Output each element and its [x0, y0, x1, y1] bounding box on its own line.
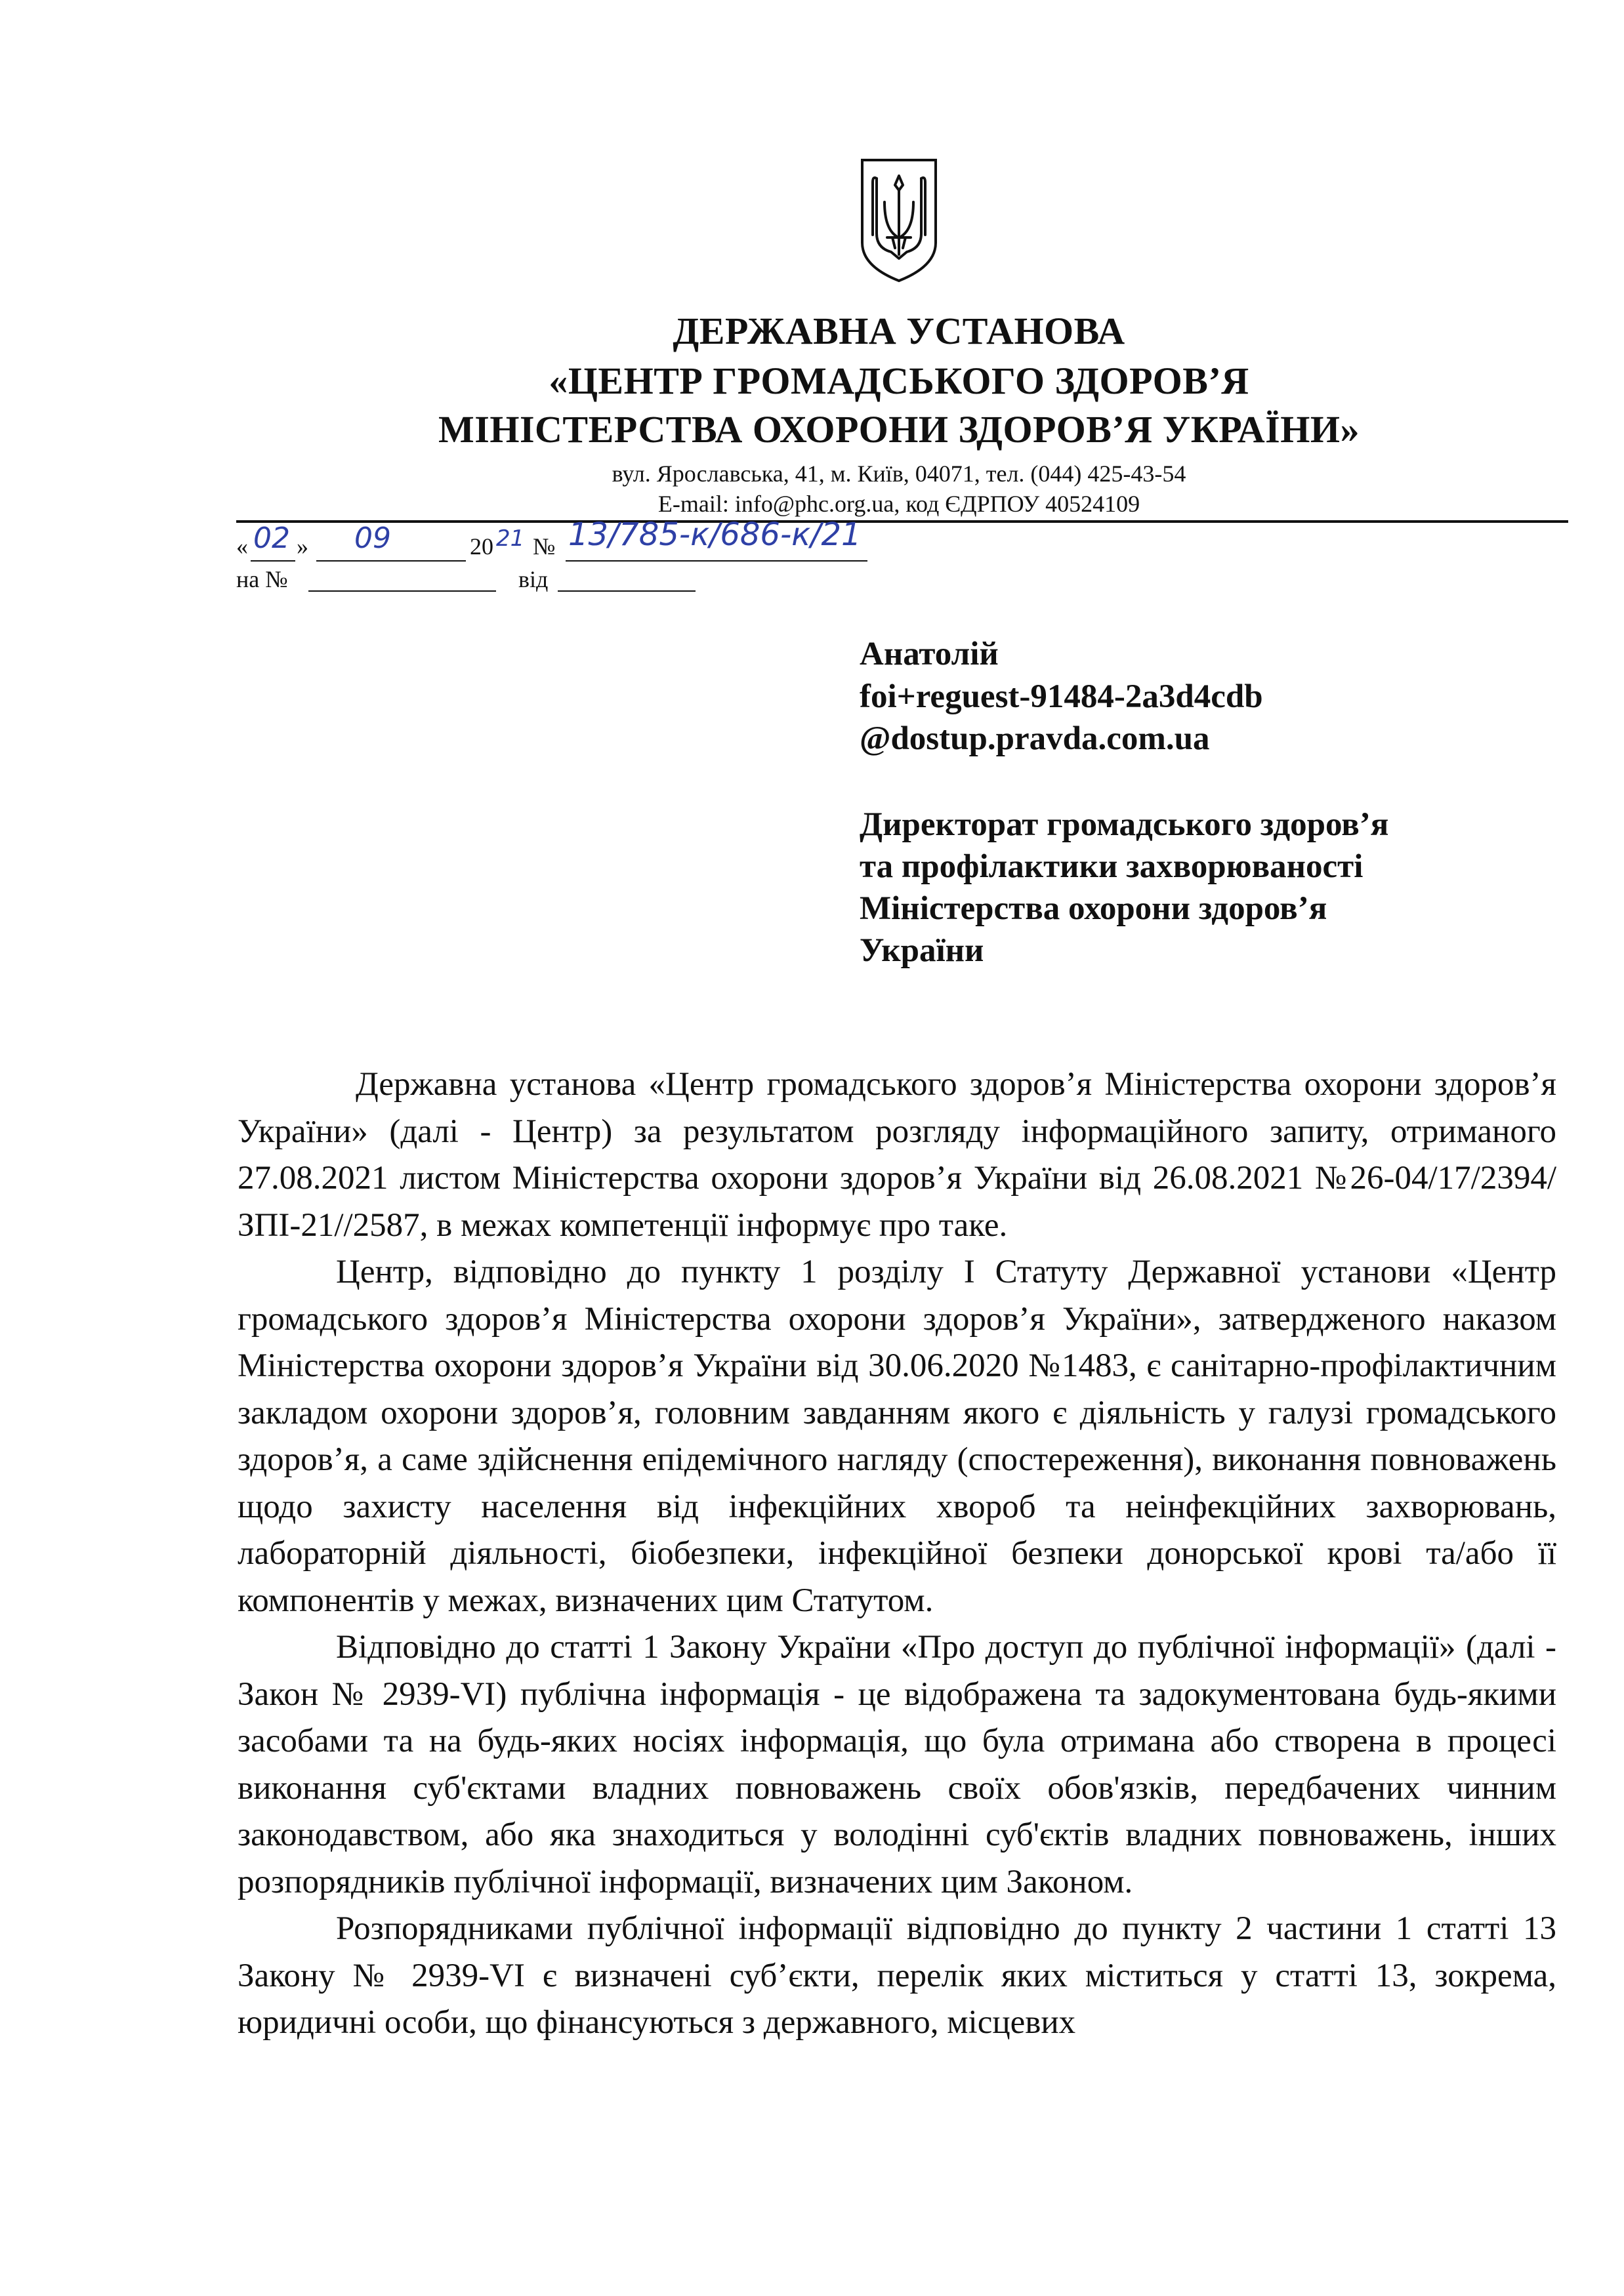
org-name-heading: «ЦЕНТР ГРОМАДСЬКОГО ЗДОРОВ’Я [549, 359, 1249, 402]
outgoing-number: 13/785-к/686-к/21 [568, 516, 862, 553]
directorate-line: України [860, 932, 984, 969]
reference-underline [308, 590, 496, 592]
body-paragraph: Державна установа «Центр громадського здоров’я Міністерства охорони здоров’я України» (далі - Центр) за результатом розгляду інформаційного запиту, отриманого 27.08.2021 листом Міністерства охорони здоров’я України від 26.08.2021 №26-04/17/2394/ЗПІ-21//2587, в межах компетенції інформує про таке. [238, 1066, 1556, 1244]
month-underline [316, 560, 466, 562]
date-day: 02 [253, 522, 290, 555]
body-paragraph: Центр, відповідно до пункту 1 розділу І Статуту Державної установи «Центр громадського здоров’я Міністерства охорони здоров’я України», затвердженого наказом Міністерства охорони здоров’я України від 30.06.2020 №1483, є санітарно-профілактичним закладом охорони здоров’я, головним завданням якого є діяльність у галузі громадського здоров’я, а саме здійснення епідемічного нагляду (спостереження), виконання повноважень щодо захисту населення від інфекційних хвороб та неінфекційних захворювань, лабораторній діяльності, біобезпеки, інфекційної безпеки донорської крові та/або її компонентів у межах, визначених цим Статутом. [238, 1254, 1556, 1619]
directorate-line: Міністерства охорони здоров’я [860, 890, 1327, 927]
from-label: від [518, 566, 549, 592]
from-underline [558, 590, 696, 592]
date-year-suffix: 21 [496, 525, 525, 552]
trident-coat-of-arms-icon [858, 156, 940, 285]
date-close-quote: » [297, 533, 308, 560]
number-underline [566, 560, 867, 562]
directorate-line: та профілактики захворюваності [860, 848, 1364, 885]
body-paragraph: Розпорядниками публічної інформації відповідно до пункту 2 частини 1 статті 13 Закону № 2939-VI є визначені суб’єкти, перелік яких міститься у статті 13, зокрема, юридичні особи, що фінансуються з державного, місцевих [238, 1910, 1556, 2041]
recipient-name: Анатолій [860, 636, 999, 672]
directorate-addressee [860, 804, 1388, 972]
reference-label: на № [236, 566, 288, 592]
header-divider [236, 520, 1568, 523]
recipient-email-line1: foi+reguest-91484-2a3d4cdb [860, 678, 1263, 715]
directorate-line: Директорат громадського здоров’я [860, 806, 1389, 843]
number-label: № [533, 533, 556, 560]
day-underline [251, 560, 295, 562]
org-address: вул. Ярославська, 41, м. Київ, 04071, тел. (044) 425-43-54 [612, 461, 1186, 487]
letter-body [238, 1061, 1556, 2047]
org-contacts: E-mail: info@phc.org.ua, код ЄДРПОУ 40524109 [657, 491, 1140, 517]
date-open-quote: « [236, 533, 248, 560]
recipient-email-line2: @dostup.pravda.com.ua [860, 720, 1210, 757]
org-type-heading: ДЕРЖАВНА УСТАНОВА [673, 310, 1125, 352]
date-month: 09 [354, 522, 391, 555]
org-ministry-heading: МІНІСТЕРСТВА ОХОРОНИ ЗДОРОВ’Я УКРАЇНИ» [438, 408, 1360, 451]
body-paragraph: Відповідно до статті 1 Закону України «Про доступ до публічної інформації» (далі - Закон № 2939-VI) публічна інформація - це відображена та задокументована будь-якими засобами та на будь-яких носіях інформація, що була отримана або створена в процесі виконання суб'єктами владних повноважень своїх обов'язків, передбачених чинним законодавством, або яка знаходиться у володінні суб'єктів владних повноважень, інших розпорядників публічної інформації, визначених цим Законом. [238, 1629, 1556, 1900]
date-year-prefix: 20 [470, 533, 493, 560]
